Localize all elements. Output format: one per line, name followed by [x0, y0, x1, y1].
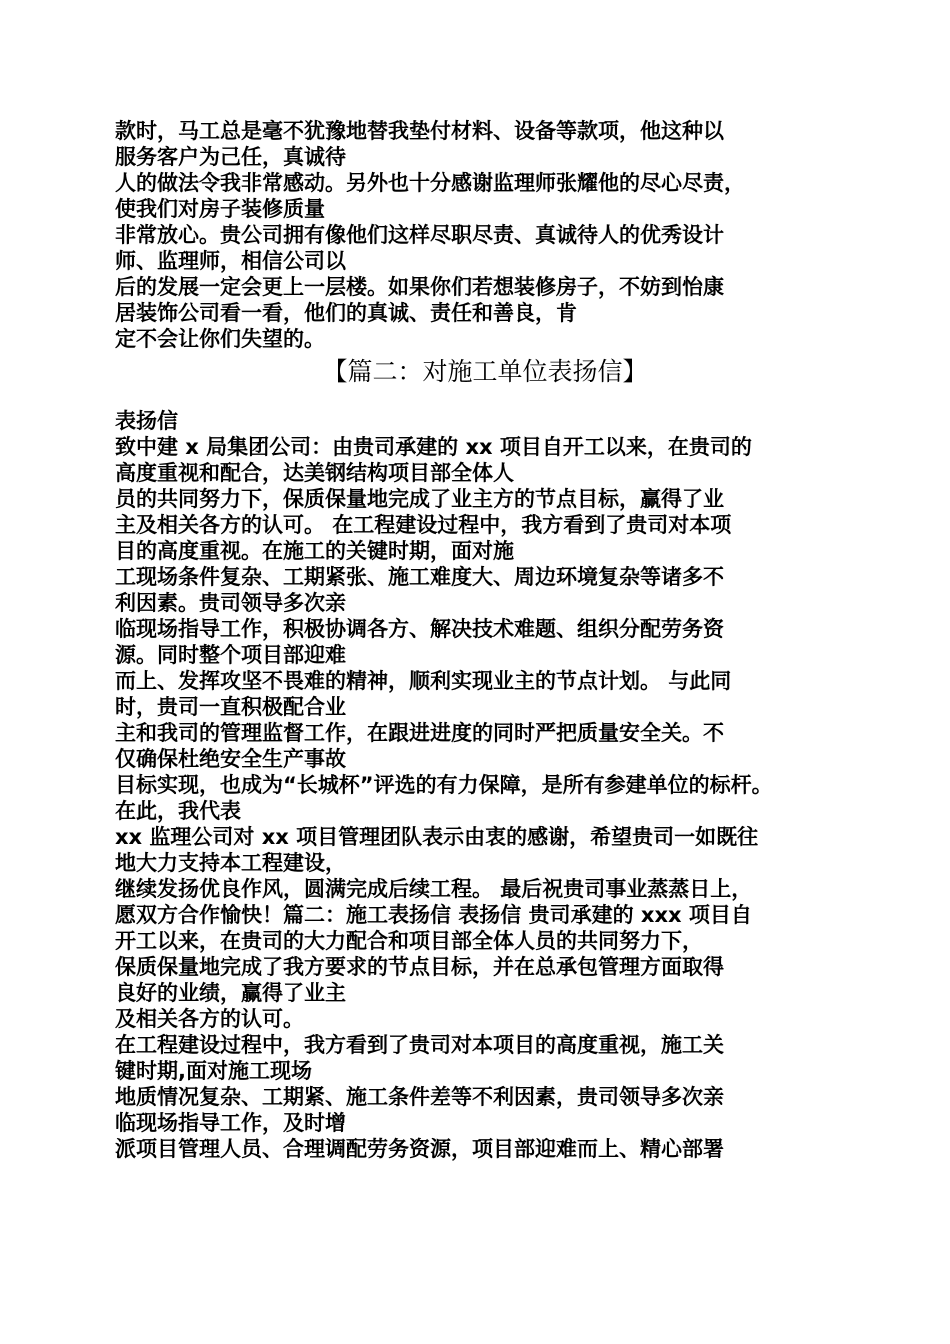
text-line: 后的发展一定会更上一层楼。如果你们若想装修房子，不妨到怡康	[115, 275, 724, 299]
text-line: 目的高度重视。在施工的关键时期，面对施	[115, 539, 514, 563]
section-heading: 【篇二：对施工单位表扬信】	[322, 357, 648, 386]
body-paragraph	[115, 408, 855, 1162]
text-line: 利因素。贵司领导多次亲	[115, 591, 346, 615]
text-line: 定不会让你们失望的。	[115, 327, 325, 351]
text-line: xx 监理公司对 xx 项目管理团队表示由衷的感谢，希望贵司一如既往	[115, 825, 759, 849]
text-line: 临现场指导工作，积极协调各方、解决技术难题、组织分配劳务资	[115, 617, 724, 641]
text-line: 源。同时整个项目部迎难	[115, 643, 346, 667]
text-line: 致中建 x 局集团公司：由贵司承建的 xx 项目自开工以来，在贵司的	[115, 435, 752, 459]
text-line: 师、监理师，相信公司以	[115, 249, 346, 273]
document-page	[115, 118, 855, 1162]
text-line: 工现场条件复杂、工期紧张、施工难度大、周边环境复杂等诸多不	[115, 565, 724, 589]
text-line: 派项目管理人员、合理调配劳务资源，项目部迎难而上、精心部署	[115, 1137, 724, 1161]
text-line: 非常放心。贵公司拥有像他们这样尽职尽责、真诚待人的优秀设计	[115, 223, 724, 247]
text-line: 主及相关各方的认可。 在工程建设过程中，我方看到了贵司对本项	[115, 513, 732, 537]
text-line: 员的共同努力下，保质保量地完成了业主方的节点目标，赢得了业	[115, 487, 724, 511]
text-line: 仅确保杜绝安全生产事故	[115, 747, 346, 771]
text-line: 高度重视和配合，达美钢结构项目部全体人	[115, 461, 514, 485]
text-line: 时，贵司一直积极配合业	[115, 695, 346, 719]
text-line: 目标实现，也成为“长城杯”评选的有力保障，是所有参建单位的标杆。	[115, 773, 773, 797]
text-line: 继续发扬优良作风，圆满完成后续工程。 最后祝贵司事业蒸蒸日上，	[115, 877, 753, 901]
text-line: 人的做法令我非常感动。另外也十分感谢监理师张耀他的尽心尽责，	[115, 171, 745, 195]
text-line: 临现场指导工作，及时增	[115, 1111, 346, 1135]
text-line: 在工程建设过程中，我方看到了贵司对本项目的高度重视，施工关	[115, 1033, 724, 1057]
text-line: 及相关各方的认可。	[115, 1007, 304, 1031]
text-line: 使我们对房子装修质量	[115, 197, 325, 221]
text-line: 主和我司的管理监督工作，在跟进进度的同时严把质量安全关。不	[115, 721, 724, 745]
text-line: 愿双方合作愉快！篇二：施工表扬信 表扬信 贵司承建的 xxx 项目自	[115, 903, 752, 927]
text-line: 在此，我代表	[115, 799, 241, 823]
top-paragraph	[115, 118, 855, 352]
text-line: 良好的业绩，赢得了业主	[115, 981, 346, 1005]
text-line: 而上、发挥攻坚不畏难的精神，顺利实现业主的节点计划。 与此同	[115, 669, 732, 693]
text-line: 居装饰公司看一看，他们的真诚、责任和善良，肯	[115, 301, 577, 325]
text-line: 服务客户为己任，真诚待	[115, 145, 346, 169]
text-line: 地质情况复杂、工期紧、施工条件差等不利因素，贵司领导多次亲	[115, 1085, 724, 1109]
text-line: 开工以来，在贵司的大力配合和项目部全体人员的共同努力下，	[115, 929, 703, 953]
text-line: 保质保量地完成了我方要求的节点目标，并在总承包管理方面取得	[115, 955, 724, 979]
text-line: 款时，马工总是毫不犹豫地替我垫付材料、设备等款项，他这种以	[115, 119, 724, 143]
text-line: 键时期,面对施工现场	[115, 1059, 312, 1083]
text-line: 地大力支持本工程建设，	[115, 851, 346, 875]
text-line: 表扬信	[115, 409, 178, 433]
